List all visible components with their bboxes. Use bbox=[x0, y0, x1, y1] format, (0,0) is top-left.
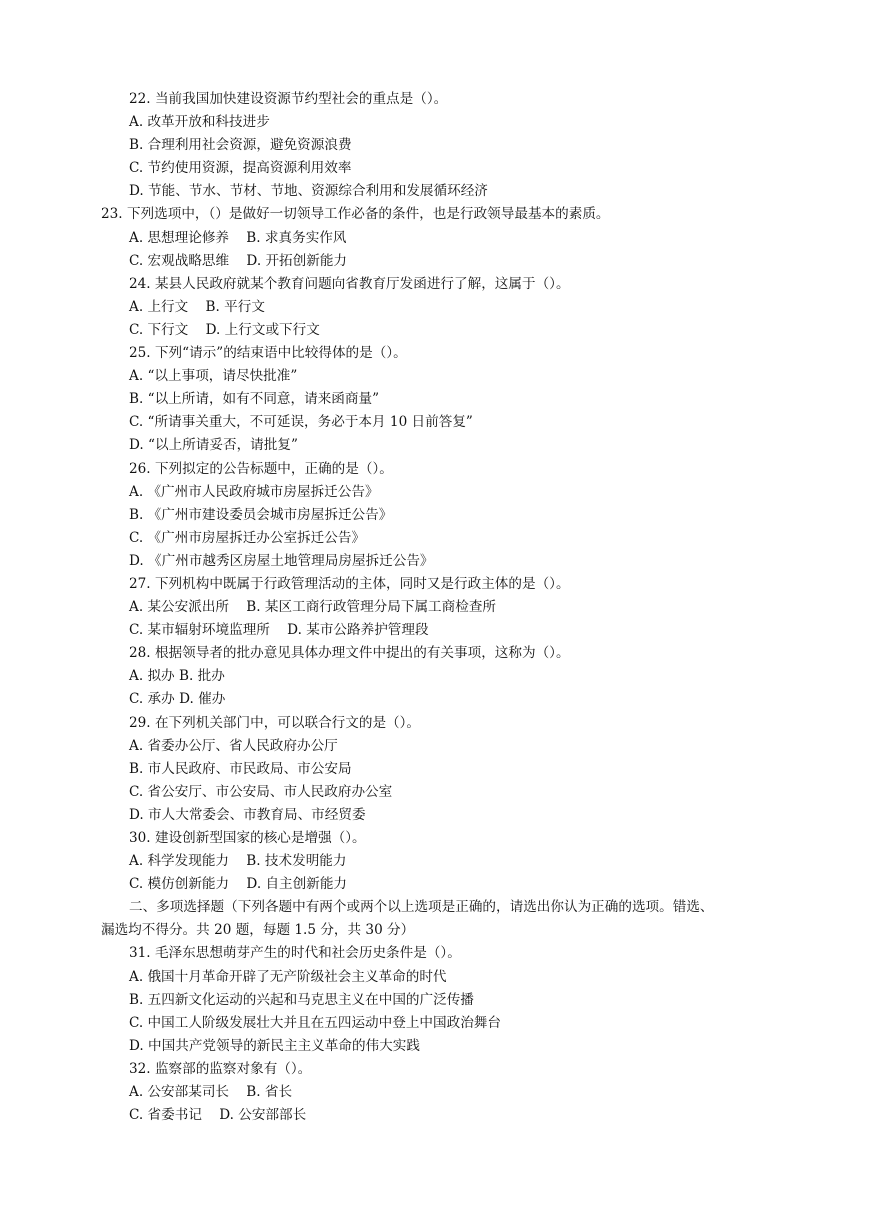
answer-option-line: C. 宏观战略思维 D. 开拓创新能力 bbox=[129, 252, 348, 269]
answer-option-line: A. 改革开放和科技进步 bbox=[129, 114, 270, 131]
answer-option-line: A. 思想理论修养 B. 求真务实作风 bbox=[129, 229, 347, 246]
answer-option-line: C. 《广州市房屋拆迁办公室拆迁公告》 bbox=[129, 529, 366, 546]
answer-option-line: A. 拟办 B. 批办 bbox=[129, 668, 225, 685]
answer-option-line: A. 省委办公厅、省人民政府办公厅 bbox=[129, 737, 338, 754]
section-heading-line-1: 二、多项选择题（下列各题中有两个或两个以上选项是正确的，请选出你认为正确的选项。错选、 bbox=[129, 899, 714, 916]
answer-option-line: A. 俄国十月革命开辟了无产阶级社会主义革命的时代 bbox=[129, 968, 447, 985]
answer-option-line: A. 科学发现能力 B. 技术发明能力 bbox=[129, 853, 347, 870]
answer-option-line: B. 市人民政府、市民政局、市公安局 bbox=[129, 760, 352, 777]
question-line: 22. 当前我国加快建设资源节约型社会的重点是（）。 bbox=[129, 91, 448, 107]
question-line: 31. 毛泽东思想萌芽产生的时代和社会历史条件是（）。 bbox=[129, 945, 461, 962]
answer-option-line: C. 某市辐射环境监理所 D. 某市公路养护管理段 bbox=[129, 622, 429, 639]
question-line: 23. 下列选项中，（）是做好一切领导工作必备的条件，也是行政领导最基本的素质。 bbox=[101, 206, 610, 223]
answer-option-line: D. 节能、节水、节材、节地、资源综合利用和发展循环经济 bbox=[129, 183, 488, 200]
question-line: 30. 建设创新型国家的核心是增强（）。 bbox=[129, 830, 366, 846]
answer-option-line: A. 《广州市人民政府城市房屋拆迁公告》 bbox=[129, 483, 379, 500]
question-line: 28. 根据领导者的批办意见具体办理文件中提出的有关事项，这称为（）。 bbox=[129, 645, 570, 662]
question-line: 32. 监察部的监察对象有（）。 bbox=[129, 1060, 312, 1077]
multiple-choice-questions bbox=[0, 942, 869, 1127]
question-line: 29. 在下列机关部门中，可以联合行文的是（）。 bbox=[129, 714, 421, 731]
answer-option-line: C. 省委书记 D. 公安部部长 bbox=[129, 1107, 307, 1124]
answer-option-line: A. 某公安派出所 B. 某区工商行政管理分局下属工商检查所 bbox=[129, 599, 497, 616]
answer-option-line: A. 公安部某司长 B. 省长 bbox=[129, 1084, 293, 1101]
answer-option-line: C. 节约使用资源，提高资源利用效率 bbox=[129, 160, 352, 177]
answer-option-line: B. 合理利用社会资源，避免资源浪费 bbox=[129, 137, 352, 154]
answer-option-line: A. 上行文 B. 平行文 bbox=[129, 298, 265, 315]
question-line: 27. 下列机构中既属于行政管理活动的主体，同时又是行政主体的是（）。 bbox=[129, 575, 570, 592]
question-line: 25. 下列“请示”的结束语中比较得体的是（）。 bbox=[129, 345, 407, 362]
document-page bbox=[0, 88, 869, 1127]
single-choice-questions bbox=[0, 88, 869, 896]
answer-option-line: B. 《广州市建设委员会城市房屋拆迁公告》 bbox=[129, 506, 393, 523]
section-heading-multiple-choice bbox=[0, 896, 769, 942]
answer-option-line: D. “以上所请妥否，请批复” bbox=[129, 437, 298, 454]
question-line: 26. 下列拟定的公告标题中，正确的是（）。 bbox=[129, 460, 393, 477]
answer-option-line: A. “以上事项，请尽快批准” bbox=[129, 368, 298, 385]
answer-option-line: C. 下行文 D. 上行文或下行文 bbox=[129, 321, 320, 338]
answer-option-line: C. 承办 D. 催办 bbox=[129, 691, 226, 708]
question-line: 24. 某县人民政府就某个教育问题向省教育厅发函进行了解，这属于（）。 bbox=[129, 275, 570, 292]
answer-option-line: D. 市人大常委会、市教育局、市经贸委 bbox=[129, 806, 366, 823]
answer-option-line: D. 《广州市越秀区房屋土地管理局房屋拆迁公告》 bbox=[129, 552, 434, 569]
answer-option-line: C. 省公安厅、市公安局、市人民政府办公室 bbox=[129, 783, 393, 800]
section-heading-line-2: 漏选均不得分。共 20 题，每题 1.5 分，共 30 分） bbox=[101, 922, 415, 939]
answer-option-line: C. 模仿创新能力 D. 自主创新能力 bbox=[129, 876, 348, 893]
answer-option-line: C. “所请事关重大，不可延误，务必于本月 10 日前答复” bbox=[129, 414, 473, 431]
answer-option-line: C. 中国工人阶级发展壮大并且在五四运动中登上中国政治舞台 bbox=[129, 1014, 501, 1031]
answer-option-line: B. 五四新文化运动的兴起和马克思主义在中国的广泛传播 bbox=[129, 991, 474, 1008]
answer-option-line: D. 中国共产党领导的新民主主义革命的伟大实践 bbox=[129, 1037, 420, 1054]
answer-option-line: B. “以上所请，如有不同意，请来函商量” bbox=[129, 391, 380, 408]
